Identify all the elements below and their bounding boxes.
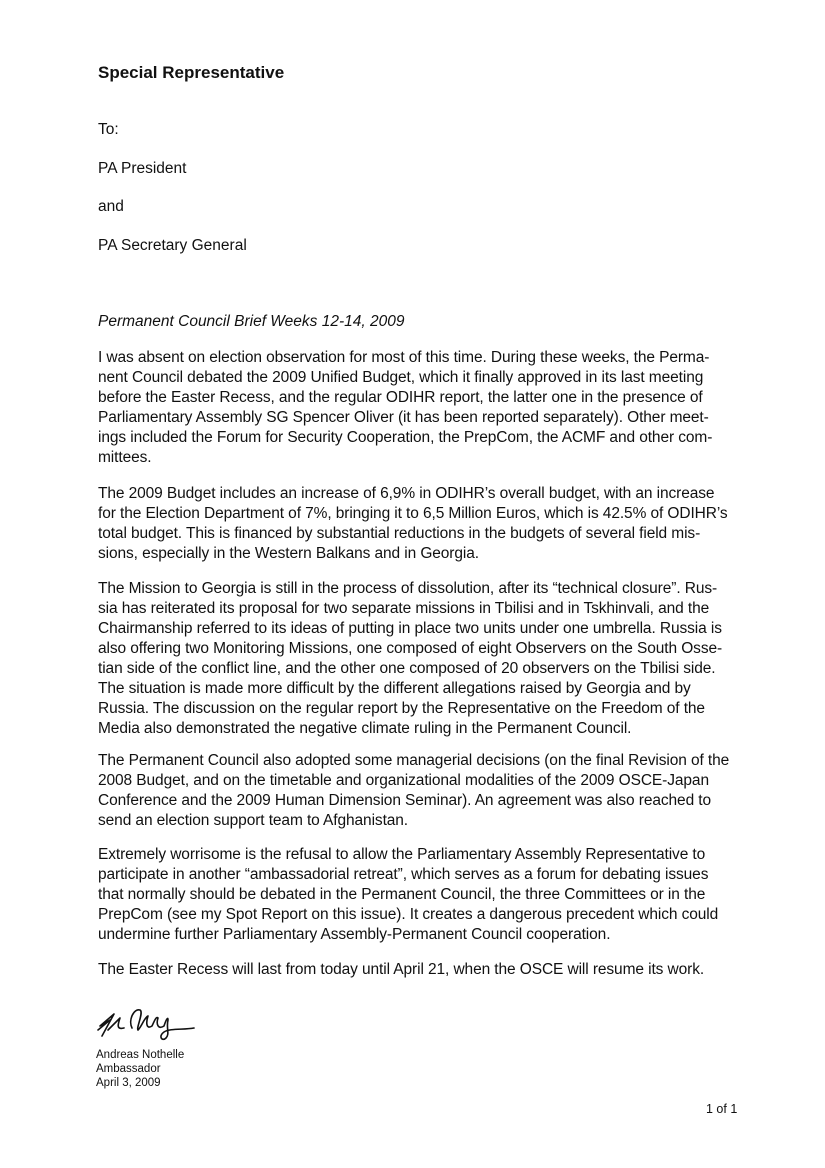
page-title: Special Representative <box>98 63 285 82</box>
paragraph-line: Chairmanship referred to its ideas of putting in place two units under one umbrella. Russia is <box>98 620 722 637</box>
document-subject: Permanent Council Brief Weeks 12-14, 2009 <box>98 313 405 330</box>
paragraph-line: Media also demonstrated the negative climate ruling in the Permanent Council. <box>98 720 632 737</box>
paragraph-line: PrepCom (see my Spot Report on this issue). It creates a dangerous precedent which could <box>98 906 719 923</box>
paragraph-line: Conference and the 2009 Human Dimension Seminar). An agreement was also reached to <box>98 792 712 809</box>
paragraph-line: before the Easter Recess, and the regular ODIHR report, the latter one in the presence of <box>98 389 703 406</box>
paragraph-line: The Permanent Council also adopted some managerial decisions (on the final Revision of the <box>98 752 730 769</box>
paragraph-3 <box>98 579 798 739</box>
signatory-position: Ambassador <box>96 1063 161 1075</box>
paragraph-line: send an election support team to Afghanistan. <box>98 812 409 829</box>
paragraph-line: Russia. The discussion on the regular report by the Representative on the Freedom of the <box>98 700 705 717</box>
recipient-and: and <box>98 198 124 215</box>
paragraph-line: Parliamentary Assembly SG Spencer Oliver (it has been reported separately). Other meet- <box>98 409 709 426</box>
paragraph-line: participate in another “ambassadorial retreat”, which serves as a forum for debating issues <box>98 866 709 883</box>
paragraph-line: 2008 Budget, and on the timetable and organizational modalities of the 2009 OSCE-Japan <box>98 772 709 789</box>
recipient-pa-president: PA President <box>98 160 187 177</box>
paragraph-line: I was absent on election observation for most of this time. During these weeks, the Perma- <box>98 349 710 366</box>
signature-block <box>96 1048 184 1090</box>
paragraph-line: ings included the Forum for Security Cooperation, the PrepCom, the ACMF and other com- <box>98 429 713 446</box>
page-number: 1 of 1 <box>706 1102 738 1116</box>
paragraph-line: Extremely worrisome is the refusal to allow the Parliamentary Assembly Representative to <box>98 846 706 863</box>
paragraph-line: mittees. <box>98 449 152 466</box>
paragraph-4 <box>98 751 798 831</box>
paragraph-line: total budget. This is financed by substantial reductions in the budgets of several field mis- <box>98 525 701 542</box>
paragraph-5 <box>98 845 798 945</box>
paragraph-line: also offering two Monitoring Missions, one composed of eight Observers on the South Osse- <box>98 640 723 657</box>
paragraph-line: The Mission to Georgia is still in the process of dissolution, after its “technical closure”. Rus- <box>98 580 718 597</box>
paragraph-1 <box>98 348 798 468</box>
recipient-pa-secretary-general: PA Secretary General <box>98 237 247 254</box>
signature-date: April 3, 2009 <box>96 1077 161 1089</box>
paragraph-line: undermine further Parliamentary Assembly-Permanent Council cooperation. <box>98 926 611 943</box>
recipient-to-label: To: <box>98 121 119 138</box>
paragraph-line: The 2009 Budget includes an increase of 6,9% in ODIHR’s overall budget, with an increase <box>98 485 715 502</box>
paragraph-line: The Easter Recess will last from today until April 21, when the OSCE will resume its work. <box>98 961 705 978</box>
paragraph-line: for the Election Department of 7%, bringing it to 6,5 Million Euros, which is 42.5% of ODIHR’s <box>98 505 728 522</box>
paragraph-line: sions, especially in the Western Balkans and in Georgia. <box>98 545 479 562</box>
signatory-name: Andreas Nothelle <box>96 1049 185 1061</box>
paragraph-6 <box>98 960 798 980</box>
paragraph-line: nent Council debated the 2009 Unified Budget, which it finally approved in its last meeting <box>98 369 704 386</box>
paragraph-line: tian side of the conflict line, and the other one composed of 20 observers on the Tbilisi side. <box>98 660 716 677</box>
paragraph-2 <box>98 484 798 564</box>
handwritten-signature-icon <box>94 1000 204 1042</box>
paragraph-line: The situation is made more difficult by the different allegations raised by Georgia and by <box>98 680 691 697</box>
paragraph-line: sia has reiterated its proposal for two separate missions in Tbilisi and in Tskhinvali, and the <box>98 600 710 617</box>
paragraph-line: that normally should be debated in the Permanent Council, the three Committees or in the <box>98 886 706 903</box>
